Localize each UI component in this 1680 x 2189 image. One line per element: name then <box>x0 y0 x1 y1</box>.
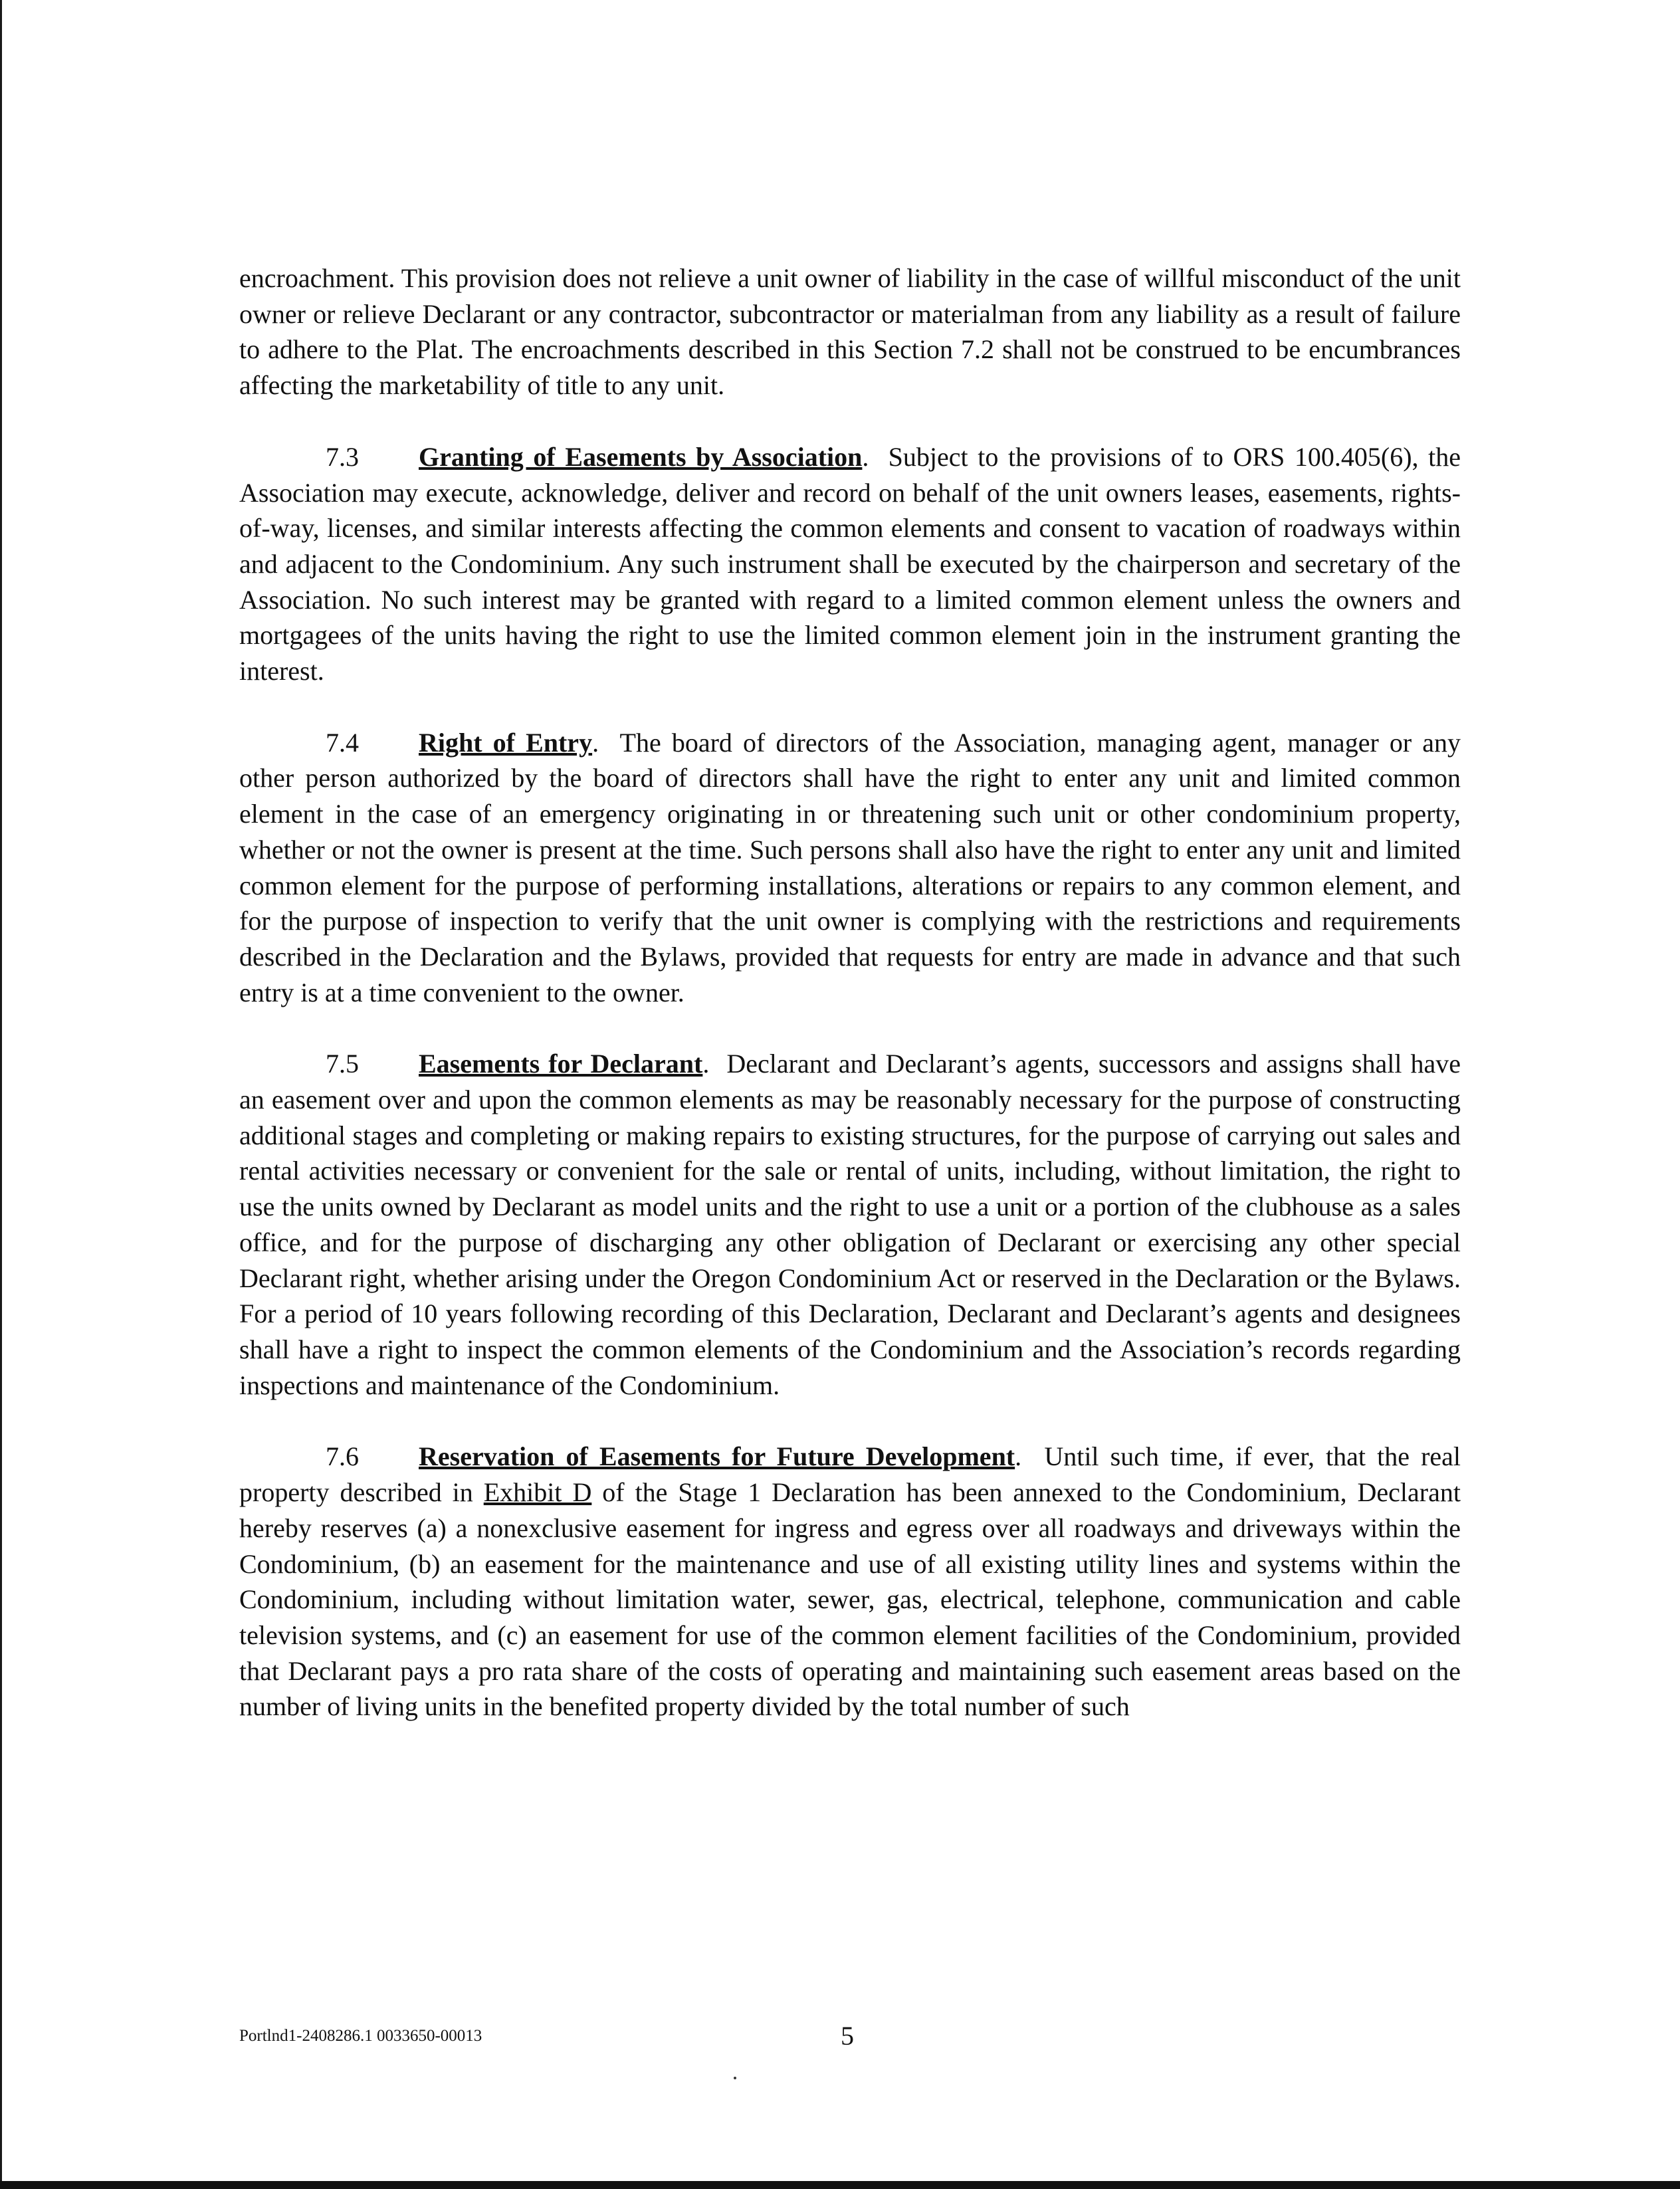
section-number: 7.3 <box>326 441 359 472</box>
scan-edge-bottom <box>0 2181 1680 2189</box>
section-7-3: 7.3 Granting of Easements by Association. Subject to the provisions of to ORS 100.405(6), the Association may execute, acknowledge, deliver and record on behalf of the unit owners leases, easements, rights-of-way, licenses, and similar interests affecting the common elements and consent to vacation of roadways within and adjacent to the Condominium. Any such instrument shall be executed by the chairperson and secretary of the Association. No such interest may be granted with regard to a limited common element unless the owners and mortgagees of the units having the right to use the limited common element join in the instrument granting the interest. <box>239 439 1461 689</box>
section-7-6: 7.6 Reservation of Easements for Future Development. Until such time, if ever, that the real property described in Exhibit D of the Stage 1 Declaration has been annexed to the Condominium, Declarant hereby reserves (a) a nonexclusive easement for ingress and egress over all roadways and driveways within the Condominium, (b) an easement for the maintenance and use of all existing utility lines and systems within the Condominium, including without limitation water, sewer, gas, electrical, telephone, communication and cable television systems, and (c) an easement for use of the common element facilities of the Condominium, provided that Declarant pays a pro rata share of the costs of operating and maintaining such easement areas based on the number of living units in the benefited property divided by the total number of such <box>239 1439 1461 1724</box>
paragraph-text: Subject to the provisions of to ORS 100.405(6), the Association may execute, acknowledge, deliver and record on behalf of the unit owners leases, easements, rights-of-way, licenses, and similar interests affecting the common elements and consent to vacation of roadways within and adjacent to the Condominium. Any such instrument shall be executed by the chairperson and secretary of the Association. No such interest may be granted with regard to a limited common element unless the owners and mortgagees of the units having the right to use the limited common element join in the instrument granting the interest. <box>239 441 1461 686</box>
document-body <box>239 261 1461 1760</box>
paragraph-text-lead: Until such time, if ever, that the real property described in <box>239 1441 1461 1508</box>
section-number: 7.5 <box>326 1049 359 1079</box>
scan-edge-left <box>0 0 2 2189</box>
section-heading: Easements for Declarant <box>419 1049 703 1079</box>
paragraph-text: The board of directors of the Association, managing agent, manager or any other person authorized by the board of directors shall have the right to enter any unit and limited common element in the case of an emergency originating in or threatening such unit or other condominium property, whether or not the owner is present at the time. Such persons shall also have the right to enter any unit and limited common element for the purpose of performing installations, alterations or repairs to any common element, and for the purpose of inspection to verify that the unit owner is complying with the restrictions and requirements described in the Declaration and the Bylaws, provided that requests for entry are made in advance and that such entry is at a time convenient to the owner. <box>239 727 1461 1007</box>
section-heading: Granting of Easements by Association <box>419 441 863 472</box>
footer-document-id: Portlnd1-2408286.1 0033650-00013 <box>239 2027 482 2045</box>
section-7-4: 7.4 Right of Entry. The board of directors of the Association, managing agent, manager or any other person authorized by the board of directors shall have the right to enter any unit and limited common element in the case of an emergency originating in or threatening such unit or other condominium property, whether or not the owner is present at the time. Such persons shall also have the right to enter any unit and limited common element for the purpose of performing installations, alterations or repairs to any common element, and for the purpose of inspection to verify that the unit owner is complying with the restrictions and requirements described in the Declaration and the Bylaws, provided that requests for entry are made in advance and that such entry is at a time convenient to the owner. <box>239 725 1461 1011</box>
section-7-5: 7.5 Easements for Declarant. Declarant and Declarant’s agents, successors and assigns shall have an easement over and upon the common elements as may be reasonably necessary for the purpose of constructing additional stages and completing or making repairs to existing structures, for the purpose of carrying out sales and rental activities necessary or convenient for the sale or rental of units, including, without limitation, the right to use the units owned by Declarant as model units and the right to use a unit or a portion of the clubhouse as a sales office, and for the purpose of discharging any other obligation of Declarant or exercising any other special Declarant right, whether arising under the Oregon Condominium Act or reserved in the Declaration or the Bylaws. For a period of 10 years following recording of this Declaration, Declarant and Declarant’s agents and designees shall have a right to inspect the common elements of the Condominium and the Association’s records regarding inspections and maintenance of the Condominium. <box>239 1046 1461 1403</box>
paragraph-encroachment <box>239 261 1461 403</box>
section-number: 7.4 <box>326 727 359 758</box>
scan-speck <box>734 2077 736 2079</box>
section-number: 7.6 <box>326 1441 359 1472</box>
page-number: 5 <box>841 2021 854 2051</box>
paragraph-text: Declarant and Declarant’s agents, successors and assigns shall have an easement over and upon the common elements as may be reasonably necessary for the purpose of constructing additional stages and completing or making repairs to existing structures, for the purpose of carrying out sales and rental activities necessary or convenient for the sale or rental of units, including, without limitation, the right to use the units owned by Declarant as model units and the right to use a unit or a portion of the clubhouse as a sales office, and for the purpose of discharging any other obligation of Declarant or exercising any other special Declarant right, whether arising under the Oregon Condominium Act or reserved in the Declaration or the Bylaws. For a period of 10 years following recording of this Declaration, Declarant and Declarant’s agents and designees shall have a right to inspect the common elements of the Condominium and the Association’s records regarding inspections and maintenance of the Condominium. <box>239 1049 1461 1400</box>
section-heading: Reservation of Easements for Future Development <box>419 1441 1015 1472</box>
paragraph-text: encroachment. This provision does not relieve a unit owner of liability in the case of willful misconduct of the unit owner or relieve Declarant or any contractor, subcontractor or materialman from any liability as a result of failure to adhere to the Plat. The encroachments described in this Section 7.2 shall not be construed to be encumbrances affecting the marketability of title to any unit. <box>239 263 1461 401</box>
paragraph-text: of the Stage 1 Declaration has been annexed to the Condominium, Declarant hereby reserves (a) a nonexclusive easement for ingress and egress over all roadways and driveways within the Condominium, (b) an easement for the maintenance and use of all existing utility lines and systems within the Condominium, including without limitation water, sewer, gas, electrical, telephone, communication and cable television systems, and (c) an easement for use of the common element facilities of the Condominium, provided that Declarant pays a pro rata share of the costs of operating and maintaining such easement areas based on the number of living units in the benefited property divided by the total number of such <box>239 1477 1461 1722</box>
exhibit-d-reference: Exhibit D <box>483 1477 592 1508</box>
section-heading: Right of Entry <box>419 727 593 758</box>
